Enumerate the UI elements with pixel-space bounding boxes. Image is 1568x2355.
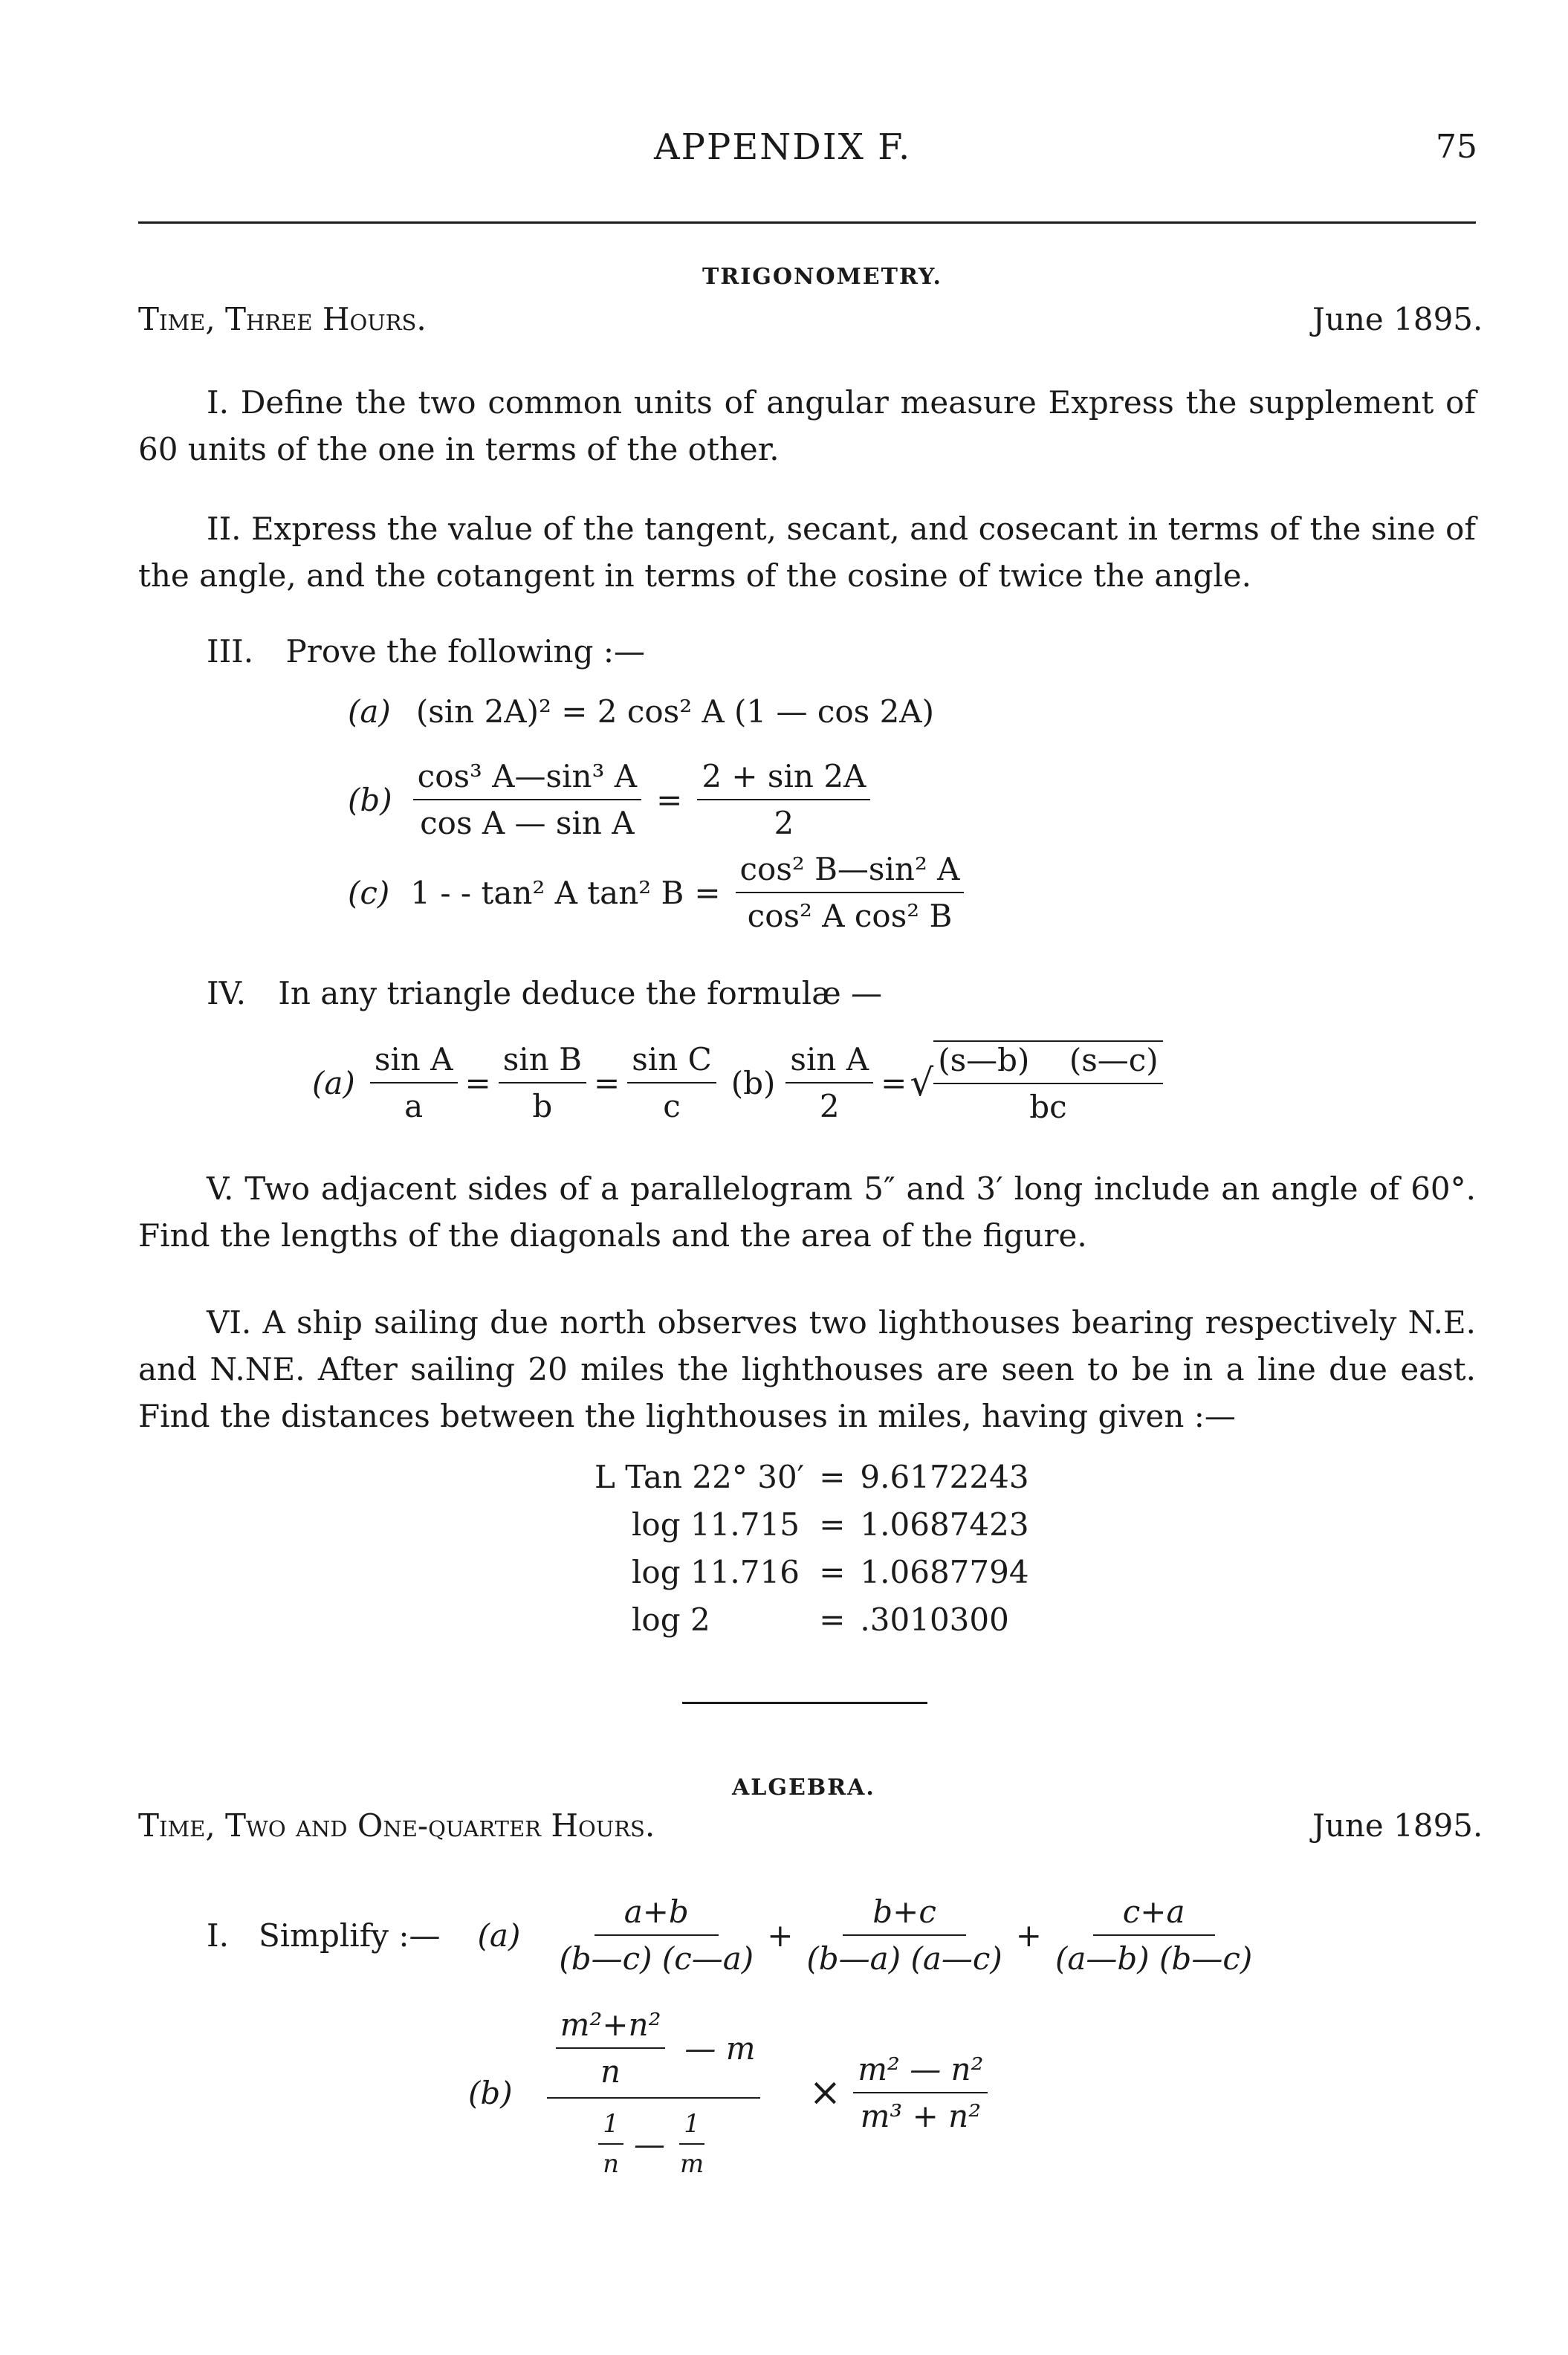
section-heading-trigonometry: TRIGONOMETRY. — [702, 264, 942, 290]
denominator — [589, 2099, 717, 2179]
plus-sign: + — [1015, 1917, 1042, 1954]
algebra-question-1a — [207, 1894, 1261, 1977]
plus-sign: + — [767, 1917, 794, 1954]
formula-3b — [348, 758, 875, 841]
question-1 — [138, 379, 1476, 473]
part-label: (b) — [730, 1064, 776, 1101]
fraction — [853, 2051, 988, 2134]
fraction — [676, 2109, 708, 2179]
minus-term: — m — [684, 2030, 756, 2067]
complex-fraction — [547, 2006, 760, 2179]
denominator: b — [532, 1088, 553, 1124]
fraction — [554, 1894, 758, 1977]
minus-sign: — — [633, 2125, 665, 2163]
question-number: II. — [207, 511, 242, 547]
equals-sign: = — [819, 1601, 846, 1638]
denominator: 2 — [819, 1088, 840, 1124]
question-text: A ship sailing due north observes two lighthouses bearing respectively N.E. and N.NE. After sailing 20 miles the lighthouses are seen to be in a line due east. Find the distances between the lighthouses in miles, having given :— — [138, 1304, 1477, 1434]
fraction — [1051, 1894, 1257, 1977]
fraction — [802, 1894, 1006, 1977]
part-label: (a) — [348, 693, 391, 730]
numerator: c+a — [1093, 1894, 1215, 1936]
denominator: m — [679, 2149, 704, 2179]
denominator: 2 — [774, 805, 794, 841]
question-6 — [138, 1299, 1476, 1439]
denominator: (b—a) (a—c) — [806, 1940, 1002, 1977]
formula-4 — [312, 1040, 1167, 1125]
fraction — [556, 2006, 666, 2090]
log-value: 1.0687794 — [860, 1553, 1029, 1590]
header-rule — [138, 221, 1476, 224]
numerator: a+b — [595, 1894, 719, 1936]
algebra-question-1b — [468, 2006, 992, 2179]
numerator: m²+n² — [556, 2006, 666, 2049]
part-label: (b) — [348, 781, 392, 818]
question-text: Prove the following :— — [285, 633, 645, 670]
equals-sign: = — [464, 1064, 491, 1101]
fraction — [627, 1041, 716, 1124]
equals-sign: = — [594, 1064, 621, 1101]
part-label: (b) — [468, 2074, 513, 2111]
question-number: IV. — [207, 975, 246, 1011]
question-number: I. — [207, 1917, 229, 1954]
numerator: cos² B—sin² A — [736, 851, 965, 893]
equals-sign: = — [819, 1553, 846, 1590]
log-row — [587, 1500, 1037, 1548]
question-2 — [138, 505, 1476, 599]
log-value: .3010300 — [860, 1601, 1009, 1638]
denominator: c — [663, 1088, 681, 1124]
denominator: m³ + n² — [860, 2098, 982, 2134]
numerator: (s—b) (s—c) — [933, 1040, 1162, 1084]
radical-sign: √ — [910, 1061, 934, 1104]
question-text: Define the two common units of angular measure Express the supplement of 60 units of the one in terms of the other. — [138, 384, 1476, 467]
fraction — [598, 2109, 623, 2179]
log-table — [587, 1453, 1037, 1643]
log-argument: log 11.716 — [632, 1553, 800, 1590]
section-divider — [682, 1702, 927, 1704]
page-title: APPENDIX F. — [654, 126, 912, 168]
denominator: n — [603, 2149, 619, 2179]
question-4 — [207, 975, 882, 1011]
fraction — [933, 1040, 1162, 1125]
page-number: 75 — [1436, 128, 1477, 166]
denominator: bc — [1029, 1089, 1067, 1125]
fraction — [413, 758, 641, 841]
numerator: m² — n² — [853, 2051, 988, 2093]
fraction — [785, 1041, 873, 1124]
part-label: (c) — [348, 874, 390, 911]
part-label: (a) — [477, 1917, 521, 1954]
formula-3a — [348, 693, 934, 730]
numerator: 2 + sin 2A — [697, 758, 870, 800]
denominator: cos² A cos² B — [747, 898, 953, 934]
exam-date: June 1895. — [1312, 1807, 1483, 1844]
denominator: (b—c) (c—a) — [559, 1940, 754, 1977]
formula-lhs: 1 - - tan² A tan² B — [410, 874, 684, 911]
question-number: III. — [207, 633, 254, 670]
denominator: cos A — sin A — [420, 805, 635, 841]
exam-duration: Time, Three Hours. — [138, 301, 427, 337]
denominator: n — [600, 2053, 621, 2090]
log-value: 1.0687423 — [860, 1506, 1029, 1543]
log-row — [587, 1453, 1037, 1500]
part-label: (a) — [312, 1064, 355, 1101]
fraction — [736, 851, 965, 934]
numerator: 1 — [679, 2109, 704, 2145]
numerator: sin B — [499, 1041, 586, 1083]
question-text: Express the value of the tangent, secant, and cosecant in terms of the sine of the angle, and the cotangent in terms of the cosine of twice the angle. — [138, 511, 1476, 594]
exam-duration: Time, Two and One-quarter Hours. — [138, 1807, 655, 1844]
equals-sign: = — [881, 1064, 907, 1101]
numerator: sin C — [627, 1041, 716, 1083]
fraction — [499, 1041, 586, 1124]
equals-sign: = — [819, 1506, 846, 1543]
question-number: VI. — [207, 1304, 252, 1341]
numerator: 1 — [598, 2109, 623, 2145]
question-text: Two adjacent sides of a parallelogram 5″ and 3′ long include an angle of 60°. Find the lengths of the diagonals and the area of the figure. — [138, 1170, 1476, 1254]
equals-sign: = — [656, 781, 683, 818]
question-number: V. — [207, 1170, 234, 1207]
equals-sign: = — [694, 874, 721, 911]
log-argument: log 11.715 — [632, 1506, 800, 1543]
denominator: a — [404, 1088, 424, 1124]
numerator: b+c — [843, 1894, 966, 1936]
log-argument: L Tan 22° 30′ — [595, 1458, 805, 1495]
question-text: Simplify :— — [258, 1917, 441, 1954]
exam-date: June 1895. — [1312, 301, 1483, 337]
log-row — [587, 1548, 1037, 1596]
fraction — [370, 1041, 458, 1124]
denominator: (a—b) (b—c) — [1055, 1940, 1253, 1977]
log-value: 9.6172243 — [860, 1458, 1029, 1495]
numerator: sin A — [785, 1041, 873, 1083]
question-text: In any triangle deduce the formulæ — — [278, 975, 883, 1011]
numerator — [547, 2006, 760, 2099]
formula-text: (sin 2A)² = 2 cos² A (1 — cos 2A) — [415, 693, 935, 730]
times-sign: × — [809, 2070, 842, 2115]
numerator: cos³ A—sin³ A — [413, 758, 641, 800]
section-heading-algebra: ALGEBRA. — [732, 1775, 875, 1801]
log-argument: log 2 — [632, 1601, 710, 1638]
question-3 — [207, 633, 645, 670]
log-row — [587, 1596, 1037, 1643]
formula-3c — [348, 851, 968, 934]
question-number: I. — [207, 384, 229, 421]
equals-sign: = — [819, 1458, 846, 1495]
question-5 — [138, 1165, 1476, 1259]
fraction — [697, 758, 870, 841]
numerator: sin A — [370, 1041, 458, 1083]
